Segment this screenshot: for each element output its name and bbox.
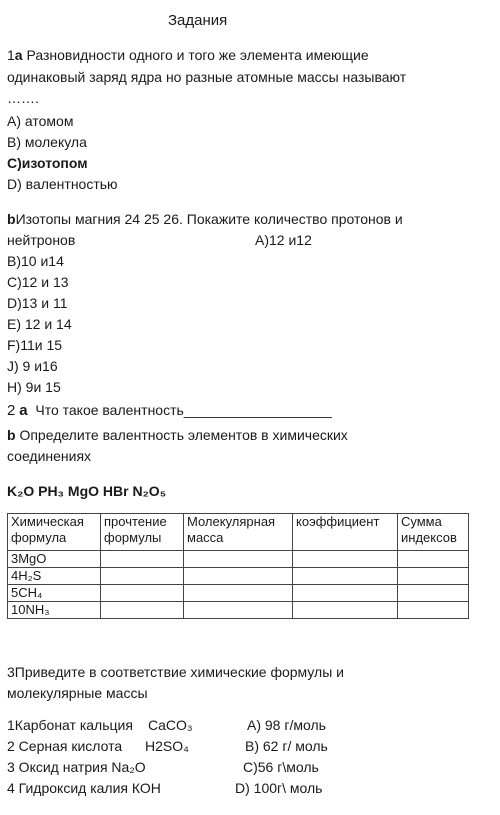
q1a-number: 1 — [7, 47, 15, 63]
q3-item-formula: CaCO₃ — [148, 717, 193, 733]
q1b-letter: b — [7, 211, 16, 227]
chemistry-table — [7, 513, 469, 619]
q1b-option-e: E) 12 и 14 — [7, 316, 72, 332]
page-title: Задания — [168, 12, 228, 29]
table-row — [8, 568, 469, 585]
cell-reading[interactable] — [101, 551, 184, 568]
cell-formula: 3MgO — [8, 551, 101, 568]
q3-text-2: молекулярные массы — [7, 685, 148, 701]
q2b-line-1 — [7, 426, 348, 444]
q2b-text-1: Определите валентность элементов в химических — [15, 427, 348, 443]
q3-text-1: 3Приведите в соответствие химические формулы и — [7, 664, 344, 680]
q2a-number: 2 — [7, 402, 16, 419]
q2a-text: Что такое валентность___________________ — [35, 402, 332, 418]
q1b-line-1 — [7, 210, 403, 228]
cell-coefficient[interactable] — [293, 602, 398, 619]
q2b-letter: b — [7, 427, 16, 443]
cell-molar-mass[interactable] — [184, 585, 293, 602]
q3-item-name: 4 Гидроксид калия КОН — [7, 780, 161, 796]
q1b-text-1: Изотопы магния 24 25 26. Покажите количество протонов и — [15, 211, 403, 227]
header-coefficient: коэффициент — [293, 514, 398, 551]
q1b-option-b: B)10 и14 — [7, 253, 64, 269]
q1b-option-h: H) 9и 15 — [7, 379, 61, 395]
q1b-option-f: F)11и 15 — [7, 337, 63, 353]
q3-item-name: 1Карбонат кальция — [7, 717, 133, 733]
q3-item-answer: D) 100г\ моль — [235, 780, 323, 796]
cell-coefficient[interactable] — [293, 568, 398, 585]
cell-formula: 5CH₄ — [8, 585, 101, 602]
header-molar-mass: Молекулярная масса — [184, 514, 293, 551]
header-index-sum: Сумма индексов — [398, 514, 469, 551]
table-row — [8, 551, 469, 568]
table-row — [8, 602, 469, 619]
cell-index-sum[interactable] — [398, 602, 469, 619]
header-formula: Химическая формула — [8, 514, 101, 551]
question-2a — [7, 401, 332, 420]
q1b-option-d: D)13 и 11 — [7, 295, 68, 311]
q2b-text-2: соединениях — [7, 448, 92, 464]
cell-coefficient[interactable] — [293, 585, 398, 602]
cell-index-sum[interactable] — [398, 568, 469, 585]
q1a-option-d: D) валентностью — [7, 176, 118, 192]
cell-formula: 10NH₃ — [8, 602, 101, 619]
q1b-option-j: J) 9 и16 — [7, 358, 58, 374]
q1b-option-c: C)12 и 13 — [7, 274, 69, 290]
q3-item-answer: B) 62 г/ моль — [245, 738, 328, 754]
q1a-letter: а — [14, 47, 23, 63]
q1a-dots: ……. — [7, 90, 39, 106]
chemical-formulas: K₂O PH₃ MgO HBr N₂O₅ — [7, 483, 167, 499]
q1a-text-2: одинаковый заряд ядра но разные атомные массы называют — [7, 69, 407, 85]
cell-molar-mass[interactable] — [184, 568, 293, 585]
header-reading: прочтение формулы — [101, 514, 184, 551]
cell-formula: 4H₂S — [8, 568, 101, 585]
cell-reading[interactable] — [101, 602, 184, 619]
q1a-line-1 — [7, 46, 369, 64]
q3-item-formula: H2SO₄ — [145, 738, 189, 754]
cell-coefficient[interactable] — [293, 551, 398, 568]
cell-index-sum[interactable] — [398, 585, 469, 602]
q3-item-name: 3 Оксид натрия Na₂O — [7, 759, 146, 775]
q2a-letter: а — [19, 402, 28, 419]
cell-molar-mass[interactable] — [184, 602, 293, 619]
cell-molar-mass[interactable] — [184, 551, 293, 568]
table-header-row — [8, 514, 469, 551]
q1b-option-a: A)12 и12 — [255, 232, 312, 248]
table-row — [8, 585, 469, 602]
q1a-text-1: Разновидности одного и того же элемента имеющие — [22, 47, 369, 63]
q1a-option-c: C)изотопом — [7, 155, 88, 171]
q3-item-answer: A) 98 г/моль — [247, 717, 326, 733]
q3-item-name: 2 Серная кислота — [7, 738, 123, 754]
cell-index-sum[interactable] — [398, 551, 469, 568]
q1a-option-a: A) атомом — [7, 113, 74, 129]
cell-reading[interactable] — [101, 585, 184, 602]
q1a-option-b: B) молекула — [7, 134, 87, 150]
q1b-text-2: нейтронов — [7, 232, 76, 248]
cell-reading[interactable] — [101, 568, 184, 585]
q3-item-answer: C)56 г\моль — [243, 759, 319, 775]
